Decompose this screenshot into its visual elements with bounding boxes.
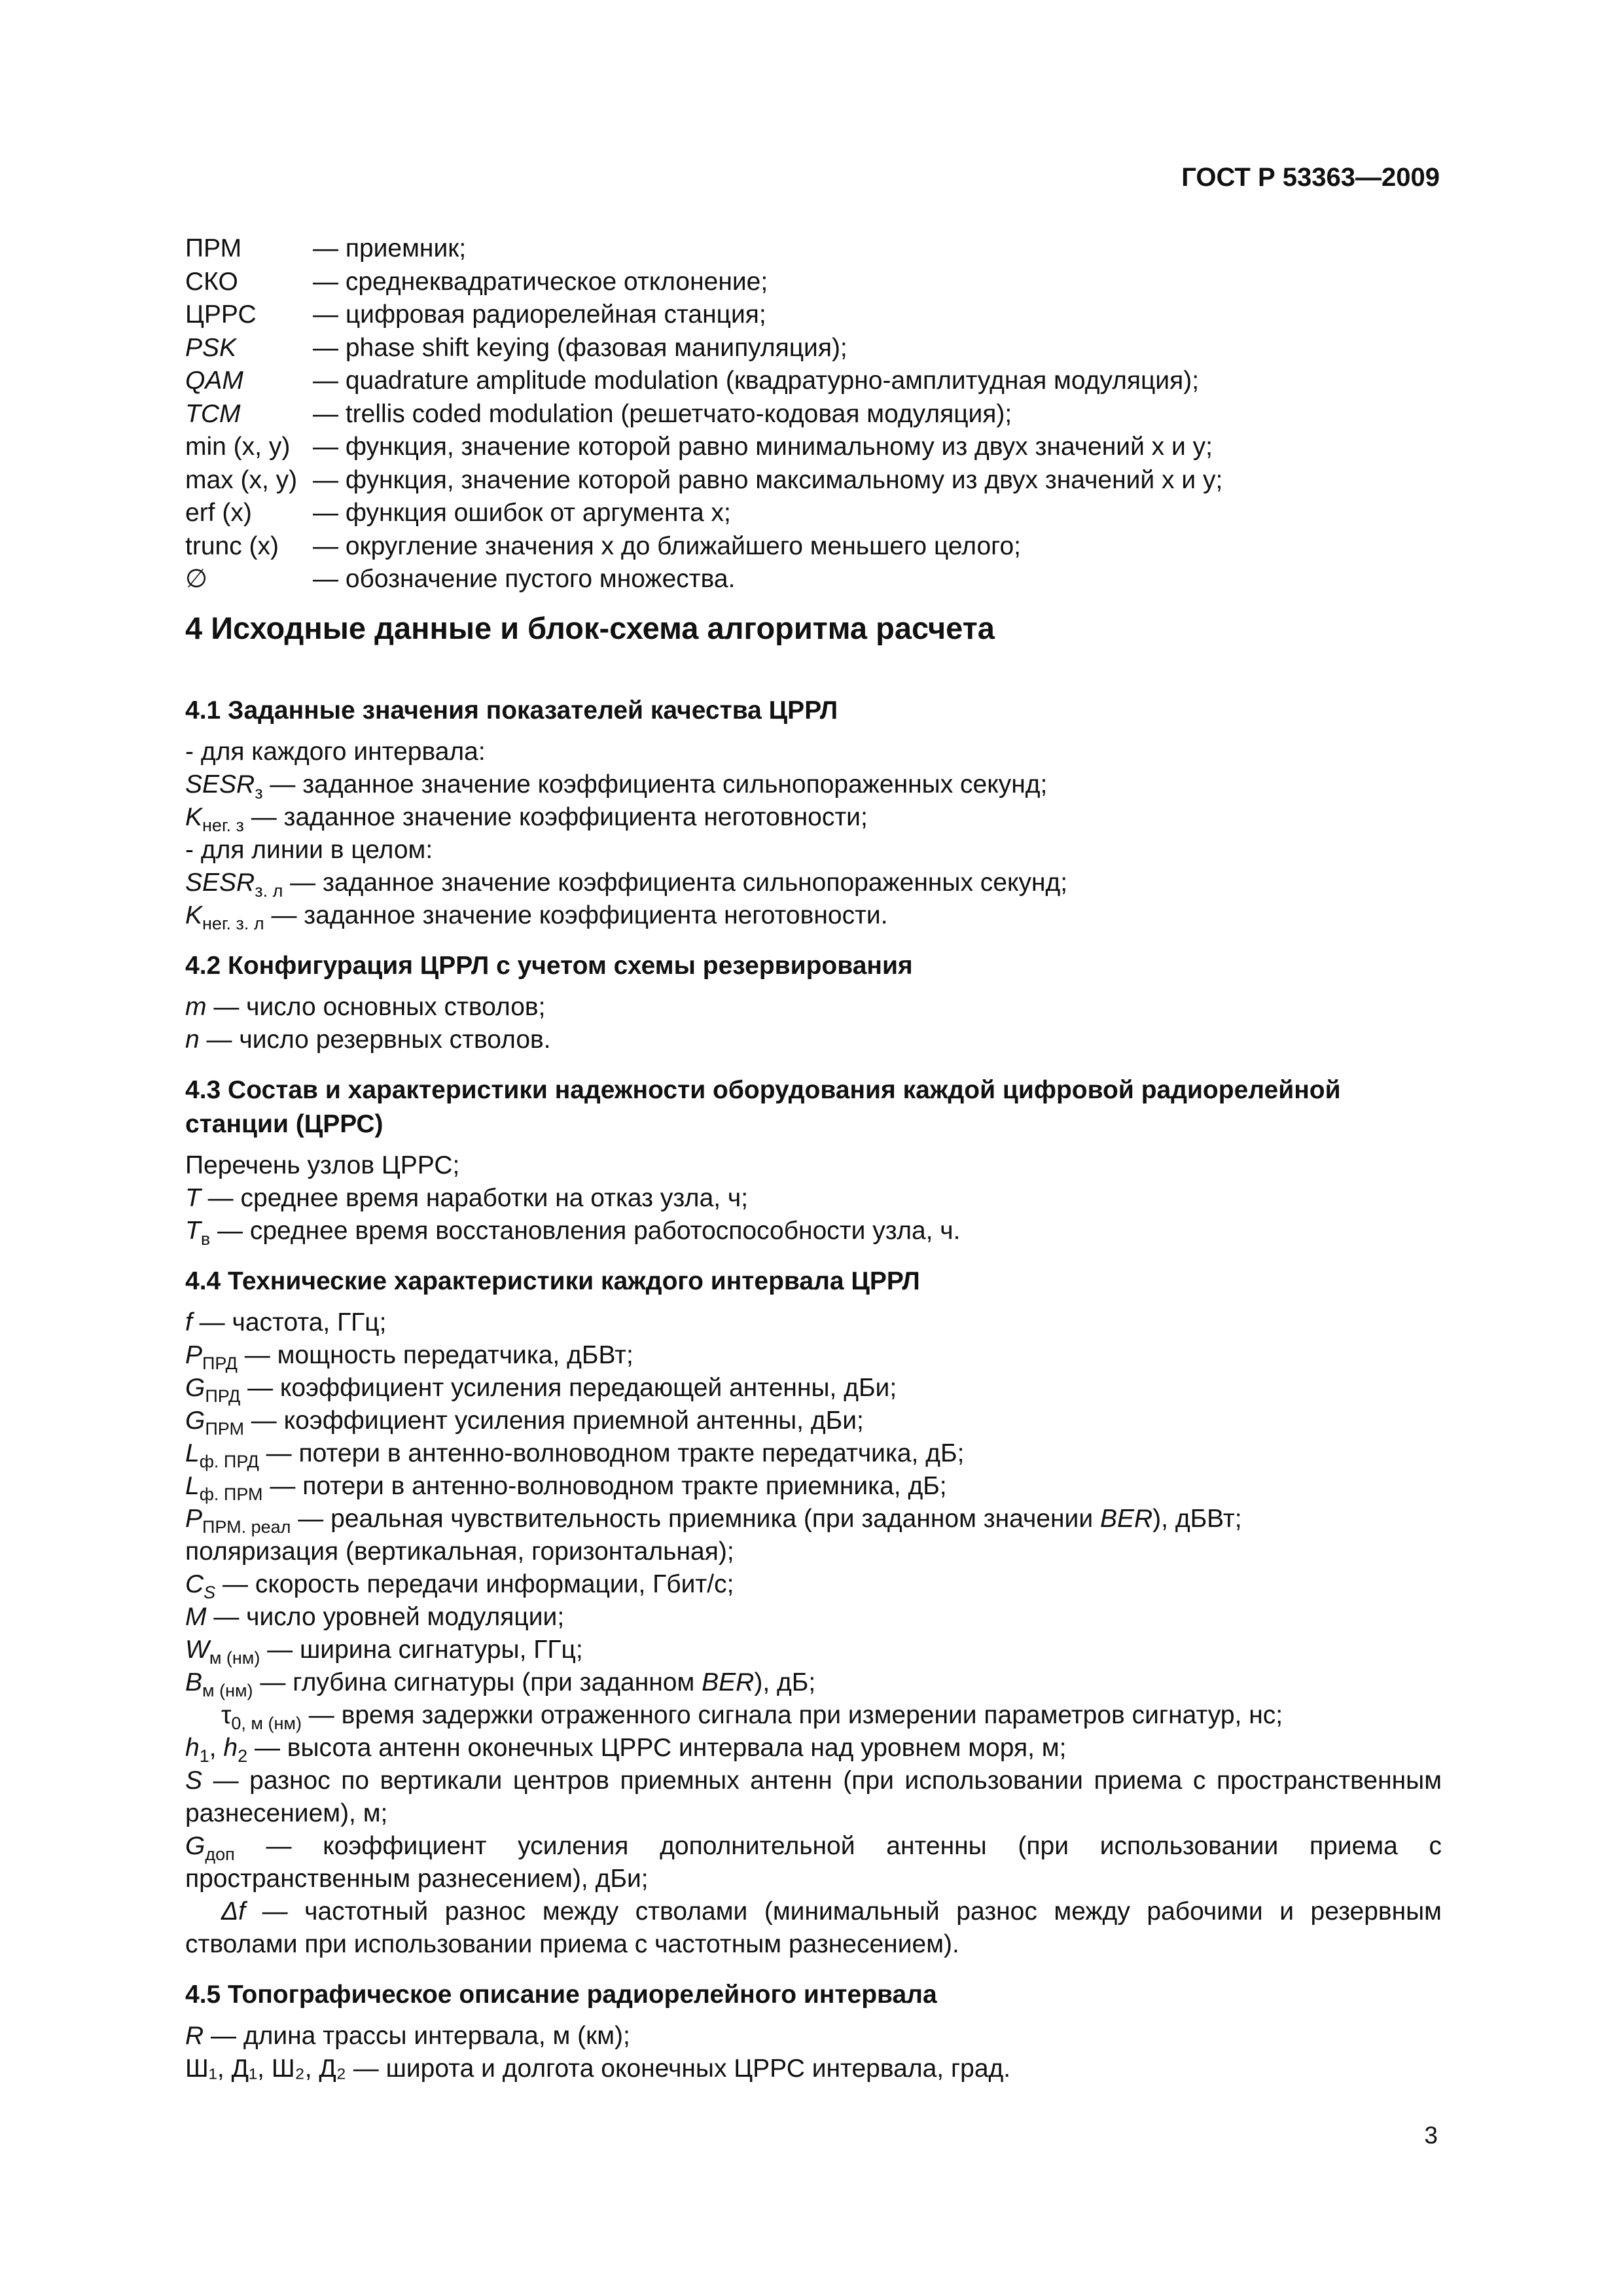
abbreviation-definition: — функция ошибок от аргумента x; bbox=[313, 499, 731, 527]
text-line: $SESR_з$ — заданное значение коэффициента сильнопораженных секунд; bbox=[185, 770, 1048, 802]
text-line: $W_{м (нм)}$ — ширина сигнатуры, ГГц; bbox=[185, 1636, 583, 1668]
text-line: $K_{нег. з}$ — заданное значение коэффициента неготовности; bbox=[185, 803, 868, 835]
text-line: $SESR_{з. л}$ — заданное значение коэффициента сильнопораженных секунд; bbox=[185, 869, 1068, 901]
abbreviation-definition: — цифровая радиорелейная станция; bbox=[313, 300, 766, 329]
section-title: 4 Исходные данные и блок-схема алгоритма расчета bbox=[185, 611, 995, 645]
subsection-4-4-title: 4.4 Технические характеристики каждого интервала ЦРРЛ bbox=[185, 1267, 920, 1295]
abbreviation-term: erf (x) bbox=[185, 499, 252, 527]
text-line: $G_{ПРД}$ — коэффициент усиления передающей антенны, дБи; bbox=[185, 1374, 897, 1406]
text-line: m — число основных стволов; bbox=[185, 993, 546, 1021]
abbreviation-term: ∅ bbox=[185, 565, 207, 593]
subsection-4-5-title: 4.5 Топографическое описание радиорелейного интервала bbox=[185, 1981, 937, 2009]
text-line: $T_в$ — среднее время восстановления работоспособности узла, ч. bbox=[185, 1217, 961, 1249]
text-line: f — частота, ГГц; bbox=[185, 1308, 387, 1336]
abbreviation-term: СКО bbox=[185, 267, 238, 296]
text-line: $G_{ПРМ}$ — коэффициент усиления приемной антенны, дБи; bbox=[185, 1407, 864, 1439]
abbreviation-definition: — quadrature amplitude modulation (квадратурно-амплитудная модуляция); bbox=[313, 367, 1200, 395]
text-line: поляризация (вертикальная, горизонтальная); bbox=[185, 1537, 734, 1566]
text-line: $P_{ПРМ. реал}$ — реальная чувствительность приемника (при заданном значении BER), дБВт; bbox=[185, 1505, 1242, 1537]
page-number: 3 bbox=[1424, 2122, 1438, 2149]
text-line: M — число уровней модуляции; bbox=[185, 1603, 565, 1631]
abbreviation-row bbox=[185, 563, 1429, 596]
abbreviation-row bbox=[185, 431, 1429, 464]
abbreviation-row bbox=[185, 464, 1429, 497]
abbreviation-row bbox=[185, 332, 1429, 365]
section-4 bbox=[185, 609, 1442, 2085]
text-line: R — длина трассы интервала, м (км); bbox=[185, 2022, 630, 2050]
document-header: ГОСТ Р 53363—2009 bbox=[1181, 163, 1440, 192]
text-line: T — среднее время наработки на отказ узла, ч; bbox=[185, 1184, 749, 1212]
subsection-4-2-title: 4.2 Конфигурация ЦРРЛ с учетом схемы резервирования bbox=[185, 952, 913, 980]
text-paragraph: Δf — частотный разнос между стволами (минимальный разнос между рабочими и резервным стволами при использовании приема с частотным разнесением). bbox=[185, 1897, 1442, 1958]
abbreviation-row bbox=[185, 497, 1429, 530]
abbreviation-definition: — округление значения x до ближайшего меньшего целого; bbox=[313, 531, 1022, 560]
text-line: $\tau_{0, м (нм)}$ — время задержки отраженного сигнала при измерении параметров сигнатур, нс; bbox=[221, 1701, 1283, 1733]
text-line: n — число резервных стволов. bbox=[185, 1026, 551, 1054]
text-line: $h_1$, $h_2$ — высота антенн оконечных ЦРРС интервала над уровнем моря, м; bbox=[185, 1734, 1067, 1766]
abbreviation-row bbox=[185, 365, 1429, 398]
abbreviation-row bbox=[185, 298, 1429, 332]
text-line: Перечень узлов ЦРРС; bbox=[185, 1151, 460, 1179]
abbreviation-row bbox=[185, 398, 1429, 431]
text-line: $K_{нег. з. л}$ — заданное значение коэффициента неготовности. bbox=[185, 901, 888, 933]
abbreviation-definition: — обозначение пустого множества. bbox=[313, 565, 736, 593]
abbreviation-definition: — trellis coded modulation (решетчато-кодовая модуляция); bbox=[313, 399, 1012, 428]
text-paragraph: $G_{доп}$ — коэффициент усиления дополнительной антенны (при использовании приема с пространственным разнесением), дБи; bbox=[185, 1832, 1442, 1893]
abbreviation-term: max (x, y) bbox=[185, 465, 298, 494]
abbreviation-term: QAM bbox=[185, 367, 243, 395]
subsection-4-3-title: 4.3 Состав и характеристики надежности оборудования каждой цифровой радиорелейной станции (ЦРРС) bbox=[185, 1076, 1341, 1138]
abbreviation-row bbox=[185, 266, 1429, 299]
text-line: $P_{ПРД}$ — мощность передатчика, дБВт; bbox=[185, 1341, 633, 1373]
abbreviation-term: ПРМ bbox=[185, 234, 242, 262]
abbreviation-term: min (x, y) bbox=[185, 433, 291, 461]
abbreviation-definition: — функция, значение которой равно минимальному из двух значений x и y; bbox=[313, 433, 1213, 461]
text-line: - для каждого интервала: bbox=[185, 738, 486, 766]
abbreviation-row bbox=[185, 232, 1429, 266]
abbreviation-term: PSK bbox=[185, 333, 237, 362]
abbreviation-row bbox=[185, 530, 1429, 564]
text-line: - для линии в целом: bbox=[185, 836, 433, 864]
text-line: Ш₁, Д₁, Ш₂, Д₂ — широта и долгота оконечных ЦРРС интервала, град. bbox=[185, 2054, 1011, 2083]
abbreviation-term: TCM bbox=[185, 399, 241, 428]
abbreviation-definition: — приемник; bbox=[313, 234, 467, 262]
text-paragraph: S — разнос по вертикали центров приемных антенн (при использовании приема с пространственным разнесением), м; bbox=[185, 1767, 1442, 1827]
abbreviation-list bbox=[185, 232, 1429, 596]
text-line: $B_{м (нм)}$ — глубина сигнатуры (при заданном BER), дБ; bbox=[185, 1668, 816, 1700]
abbreviation-definition: — phase shift keying (фазовая манипуляция); bbox=[313, 333, 847, 362]
abbreviation-definition: — среднеквадратическое отклонение; bbox=[313, 267, 768, 296]
text-line: $C_S$ — скорость передачи информации, Гбит/с; bbox=[185, 1570, 734, 1602]
text-line: $L_{ф. ПРМ}$ — потери в антенно-волноводном тракте приемника, дБ; bbox=[185, 1472, 947, 1504]
abbreviation-term: trunc (x) bbox=[185, 531, 279, 560]
text-line: $L_{ф. ПРД}$ — потери в антенно-волноводном тракте передатчика, дБ; bbox=[185, 1439, 965, 1471]
abbreviation-definition: — функция, значение которой равно максимальному из двух значений x и y; bbox=[313, 465, 1223, 494]
abbreviation-term: ЦРРС bbox=[185, 300, 257, 329]
subsection-4-1-title: 4.1 Заданные значения показателей качества ЦРРЛ bbox=[185, 696, 838, 725]
